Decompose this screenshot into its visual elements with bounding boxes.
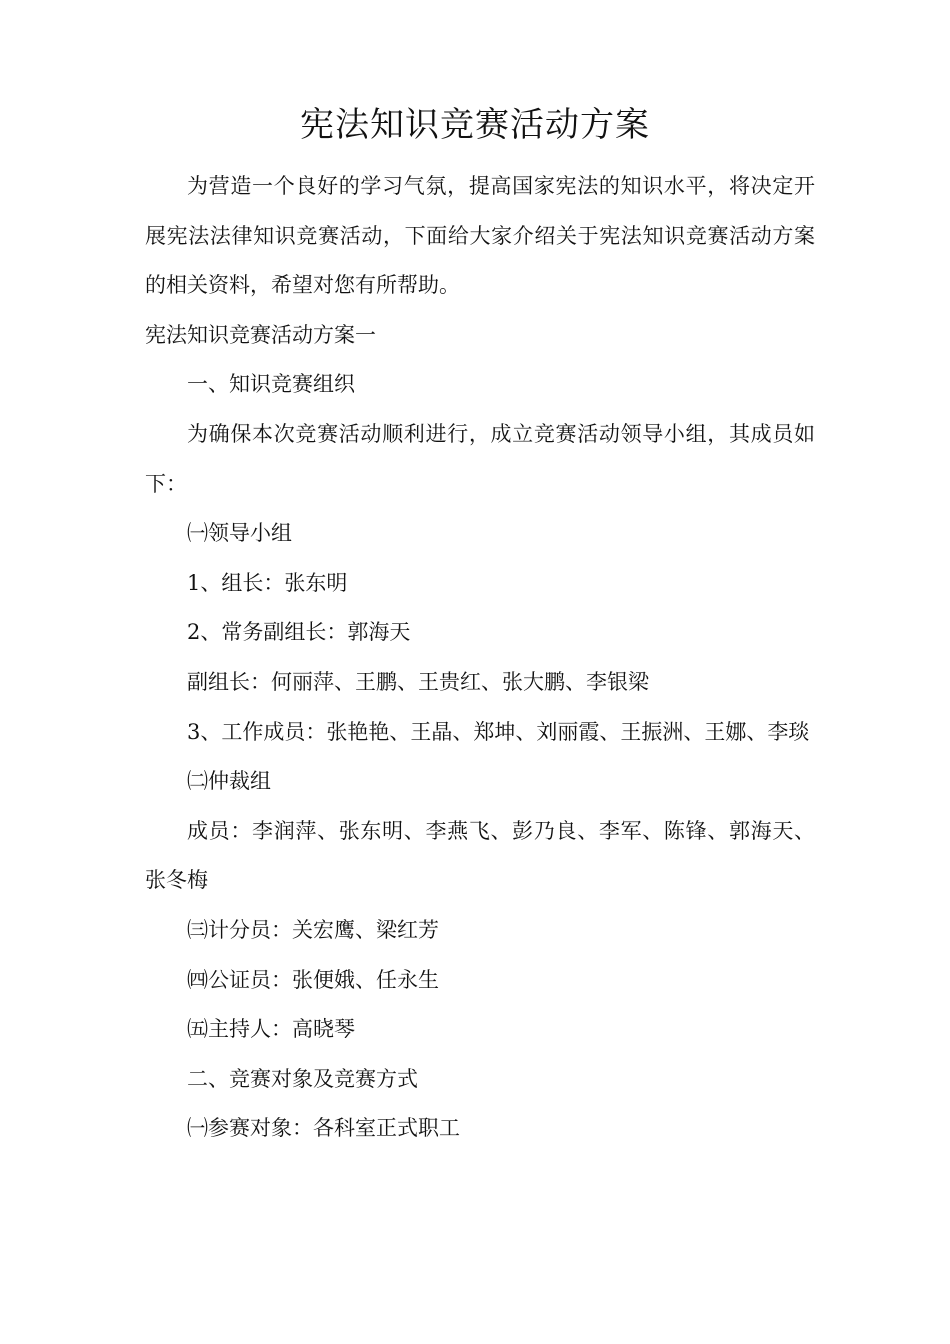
executive-deputy-line: 2、常务副组长：郭海天 [187, 620, 411, 645]
working-members-line: 3、工作成员：张艳艳、王晶、郑坤、刘丽霞、王振洲、王娜、李琰 [187, 719, 810, 744]
intro-paragraph: 为营造一个良好的学习气氛，提高国家宪法的知识水平，将决定开展宪法法律知识竞赛活动，下面给大家介绍关于宪法知识竞赛活动方案的相关资料，希望对您有所帮助。 [145, 174, 815, 298]
deputy-leaders-line: 副组长：何丽萍、王鹏、王贵红、张大鹏、李银梁 [187, 669, 649, 694]
subheading-arbitration-group: ㈡仲裁组 [187, 769, 271, 794]
section-heading-participants: 二、竞赛对象及竞赛方式 [187, 1066, 418, 1091]
section-heading-plan-one: 宪法知识竞赛活动方案一 [145, 322, 376, 347]
document-title: 宪法知识竞赛活动方案 [300, 105, 650, 145]
participants-line: ㈠参赛对象：各科室正式职工 [187, 1116, 460, 1141]
subheading-leadership-group: ㈠领导小组 [187, 521, 292, 546]
host-line: ㈤主持人：高晓琴 [187, 1017, 355, 1042]
document-body [145, 162, 815, 1154]
organization-intro: 为确保本次竞赛活动顺利进行，成立竞赛活动领导小组，其成员如下： [145, 421, 815, 496]
scorekeepers-line: ㈢计分员：关宏鹰、梁红芳 [187, 917, 439, 942]
notaries-line: ㈣公证员：张便娥、任永生 [187, 967, 439, 992]
arbitration-members-line: 成员：李润萍、张东明、李燕飞、彭乃良、李军、陈锋、郭海天、张冬梅 [145, 818, 815, 893]
leader-line: 1、组长：张东明 [187, 570, 348, 595]
section-heading-organization: 一、知识竞赛组织 [187, 372, 355, 397]
